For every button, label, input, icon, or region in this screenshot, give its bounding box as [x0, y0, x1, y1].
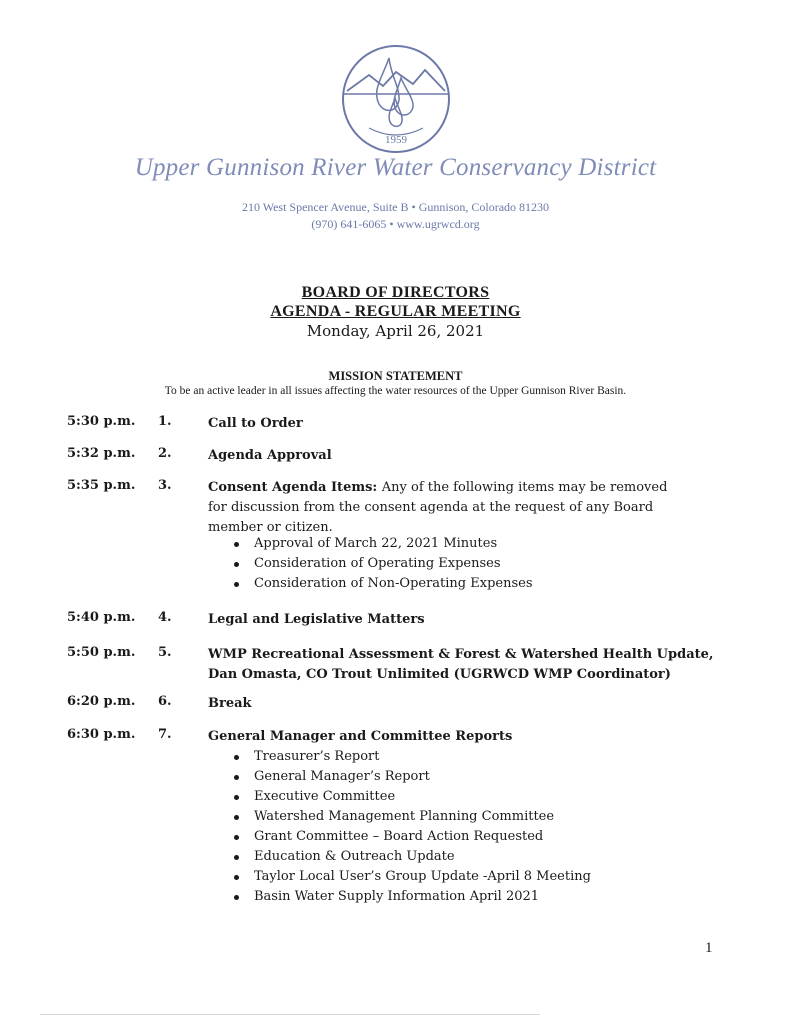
list-item: Consideration of Non-Operating Expenses [232, 574, 533, 594]
page-number: 1 [705, 940, 713, 956]
agenda-title-text: Legal and Legislative Matters [208, 612, 425, 627]
address-line: 210 West Spencer Avenue, Suite B • Gunnison, Colorado 81230 [241, 200, 550, 214]
list-item: Basin Water Supply Information April 2021 [232, 887, 591, 907]
org-name: Upper Gunnison River Water Conservancy District [134, 154, 657, 181]
list-item: Grant Committee – Board Action Requested [232, 827, 591, 847]
agenda-number: 6. [158, 694, 172, 709]
agenda-number: 2. [158, 446, 172, 461]
agenda-number: 7. [158, 727, 172, 742]
agenda-number: 5. [158, 645, 172, 660]
agenda-time: 5:40 p.m. [67, 610, 136, 625]
agenda-time: 5:50 p.m. [67, 645, 136, 660]
agenda-number: 3. [158, 478, 172, 493]
agenda-time: 6:30 p.m. [67, 727, 136, 742]
agenda-title-text: General Manager and Committee Reports [208, 729, 513, 744]
meeting-date: Monday, April 26, 2021 [306, 322, 485, 340]
reports-bullet-list [232, 747, 591, 907]
contact-line: (970) 641-6065 • www.ugrwcd.org [311, 217, 480, 231]
agenda-time: 5:32 p.m. [67, 446, 136, 461]
consent-label: Consent Agenda Items: [208, 480, 378, 495]
agenda-title-text: Break [208, 696, 252, 711]
board-title: BOARD OF DIRECTORS [301, 284, 490, 301]
mission-heading: MISSION STATEMENT [328, 369, 463, 383]
agenda-time: 5:35 p.m. [67, 478, 136, 493]
list-item: Treasurer’s Report [232, 747, 591, 767]
mission-text: To be an active leader in all issues affecting the water resources of the Upper Gunnison River Basin. [164, 385, 627, 397]
agenda-title-text [208, 478, 688, 538]
list-item: Watershed Management Planning Committee [232, 807, 591, 827]
agenda-number: 4. [158, 610, 172, 625]
list-item: Executive Committee [232, 787, 591, 807]
list-item: Taylor Local User’s Group Update -April 8 Meeting [232, 867, 591, 887]
agenda-time: 5:30 p.m. [67, 414, 136, 429]
agenda-time: 6:20 p.m. [67, 694, 136, 709]
list-item: Approval of March 22, 2021 Minutes [232, 534, 533, 554]
list-item: General Manager’s Report [232, 767, 591, 787]
agenda-title-text: Call to Order [208, 416, 303, 431]
list-item: Education & Outreach Update [232, 847, 591, 867]
footer-rule [40, 1014, 540, 1015]
agenda-title-text: WMP Recreational Assessment & Forest & Watershed Health Update, Dan Omasta, CO Trout Unlimited (UGRWCD WMP Coordinator) [208, 647, 714, 682]
list-item: Consideration of Operating Expenses [232, 554, 533, 574]
district-logo [339, 44, 453, 154]
agenda-number: 1. [158, 414, 172, 429]
agenda-title-text: Agenda Approval [208, 448, 332, 463]
agenda-title: AGENDA - REGULAR MEETING [270, 303, 521, 320]
consent-description: Any of the following items may be removed for discussion from the consent agenda at the request of any Board member or citizen. [208, 480, 668, 535]
logo-year: 1959 [385, 134, 407, 146]
consent-bullet-list [232, 534, 533, 594]
